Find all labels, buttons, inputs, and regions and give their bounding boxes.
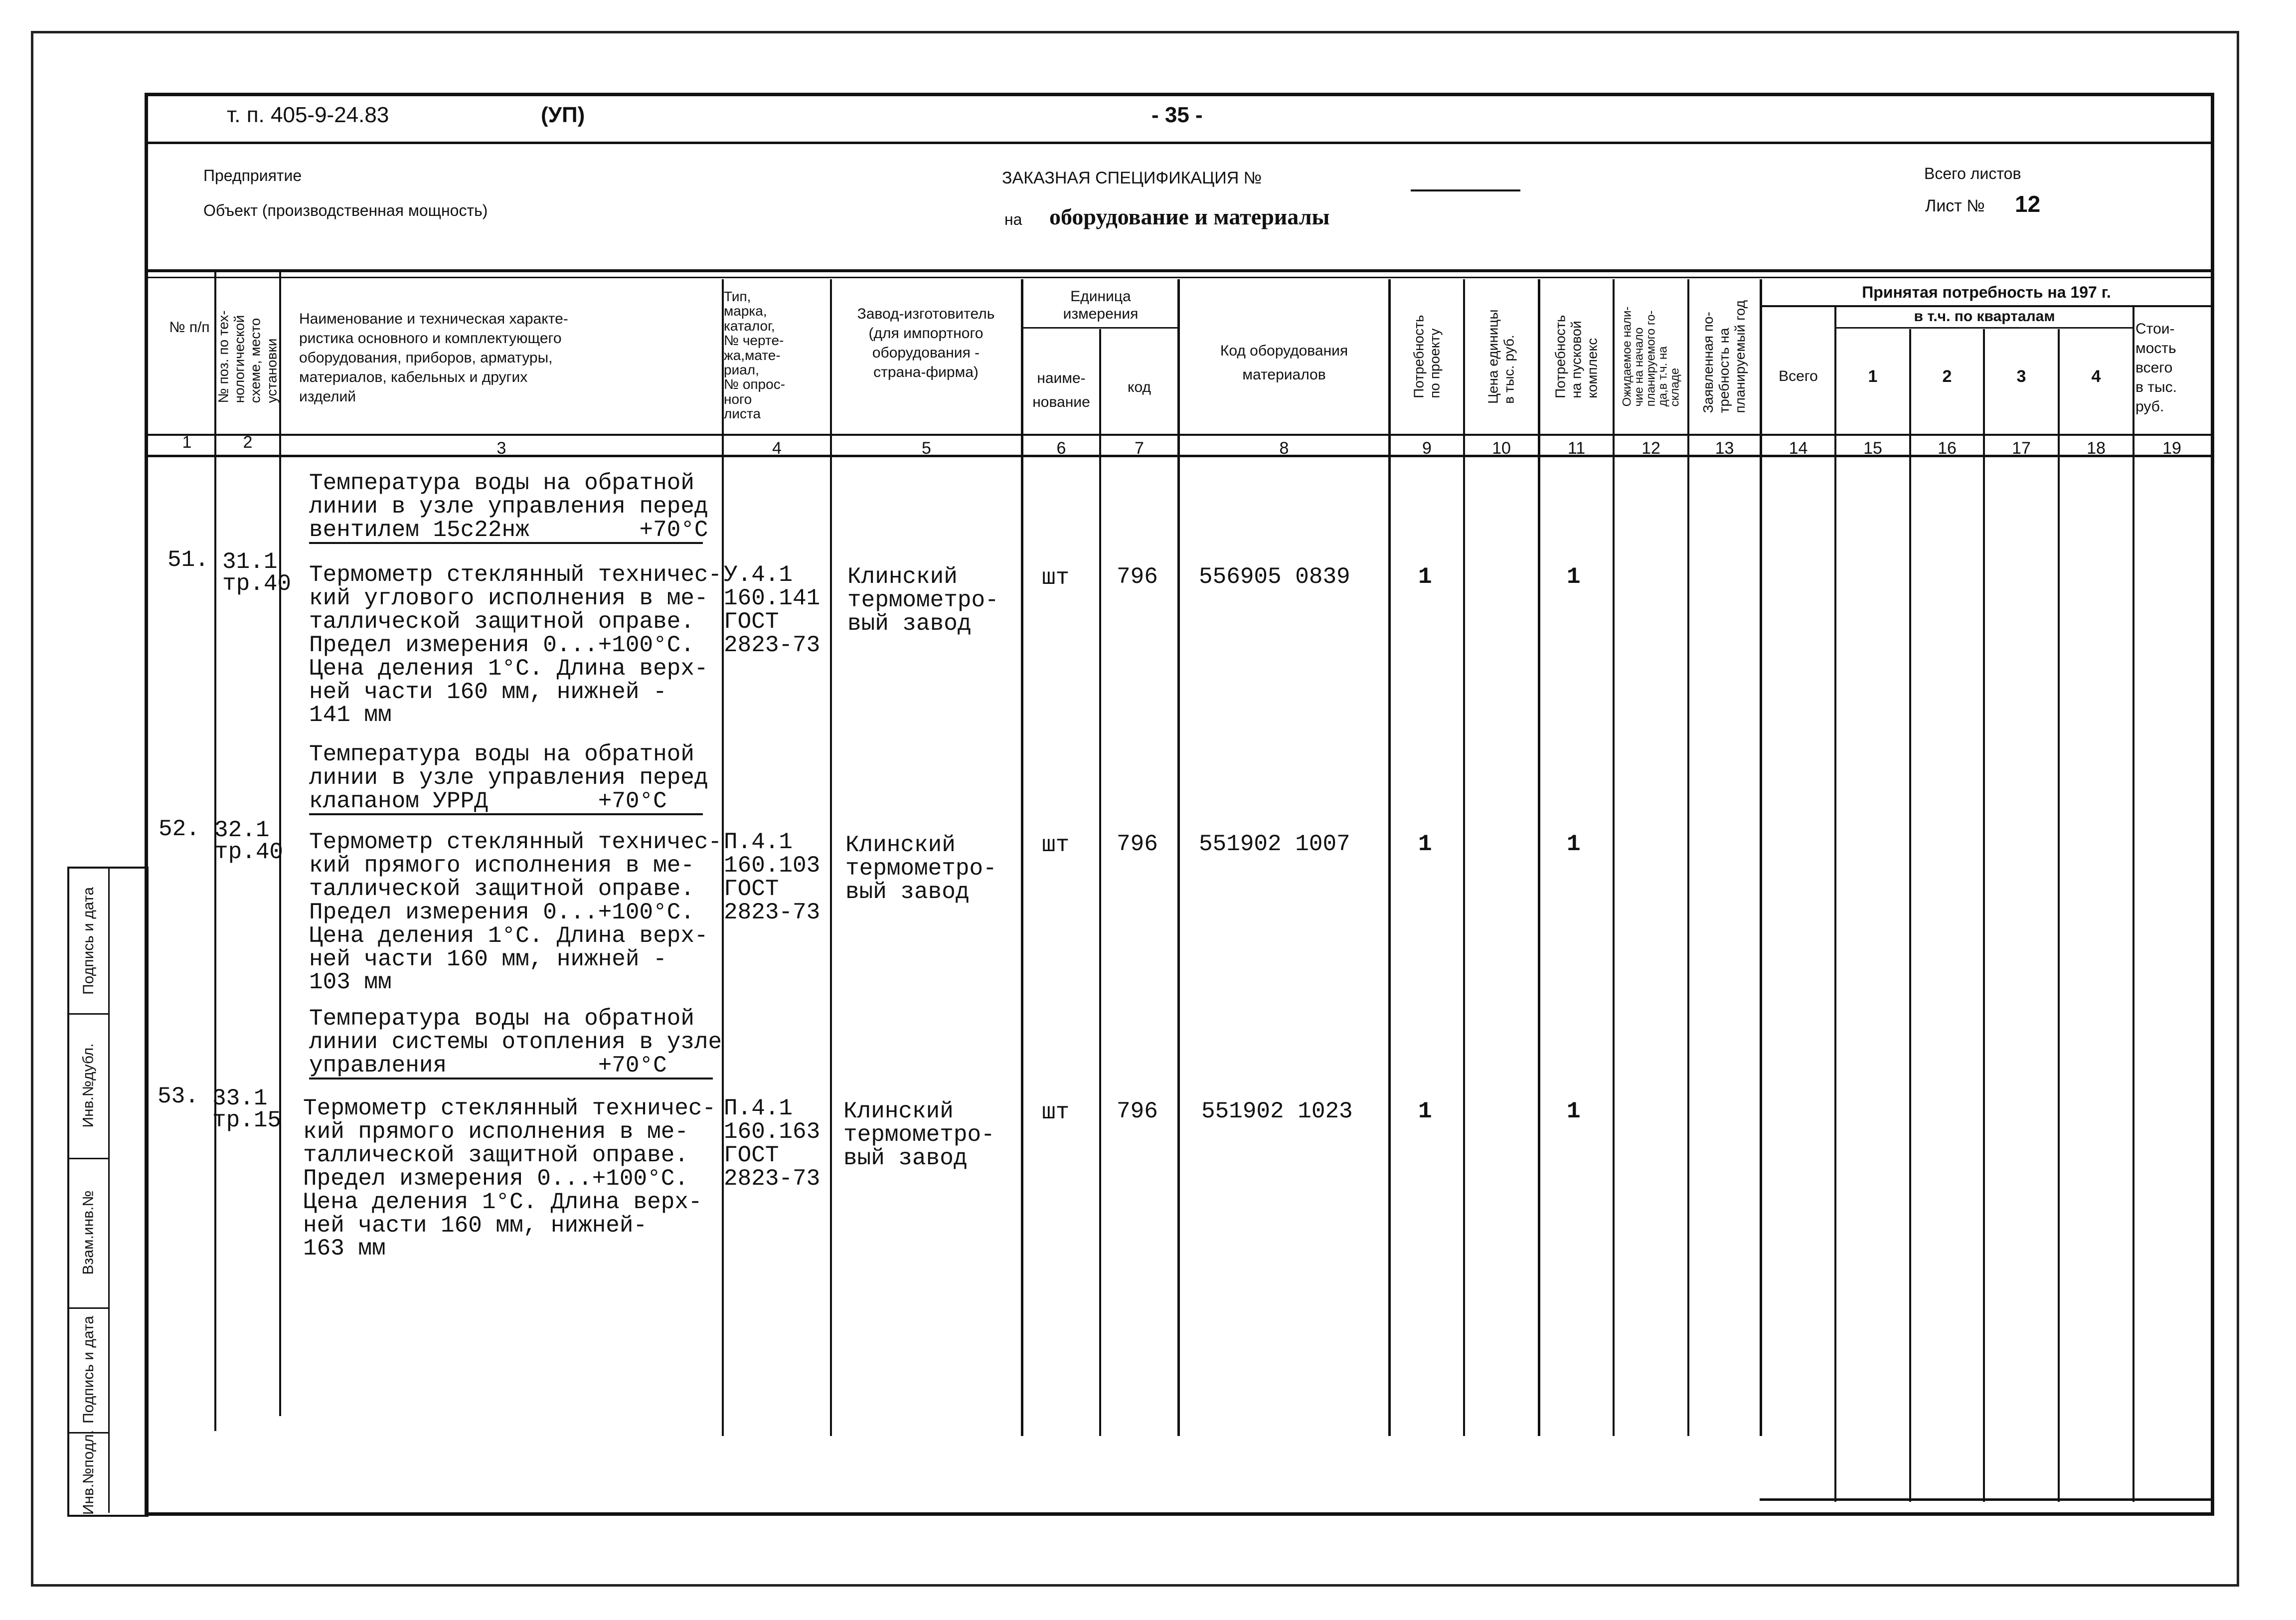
col-header-19: Стои- мость всего в тыс. руб. (2135, 321, 2177, 415)
col-header-12: Ожидаемое нали- чие на начало планируемого го- да,в т.ч. на складе (1620, 306, 1682, 407)
col-number: 10 (1492, 439, 1511, 458)
col-header-7: код (1128, 379, 1151, 395)
sidebar-cell (69, 1158, 110, 1309)
col-header-q3: 3 (2016, 367, 2026, 386)
row-52-need: 1 (1418, 831, 1432, 857)
row-53-position: 33.1 тр.15 (212, 1085, 282, 1133)
divider (145, 142, 2211, 144)
col-number: 9 (1422, 439, 1432, 458)
row-52-type: П.4.1 160.103 ГОСТ 2823-73 (724, 829, 820, 925)
col-number: 7 (1135, 439, 1144, 458)
col-header-11: Потребность на пусковой комплекс (1552, 315, 1600, 398)
col-header-8: Код оборудования материалов (1220, 343, 1348, 383)
col-header-1: № п/п (169, 319, 210, 336)
row-52-name: Термометр стеклянный техничес- кий прямого исполнения в ме- таллической защитной оправе. Предел измерения 0...+100°С. Цена деления 1°С. Длина верх- ней части 160 мм, нижней - 103 мм (309, 829, 722, 996)
col-number: 3 (496, 439, 506, 458)
divider (145, 434, 2211, 436)
divider (145, 277, 2211, 278)
divider (1834, 327, 2133, 329)
col-header-q4: 4 (2091, 367, 2101, 386)
sidebar-label: Взам.инв.№ (80, 1190, 97, 1275)
row-51-launch: 1 (1567, 564, 1581, 590)
doc-code: т. п. 405-9-24.83 (227, 103, 389, 127)
spec-title: ЗАКАЗНАЯ СПЕЦИФИКАЦИЯ № (1002, 169, 1262, 187)
sidebar-label: Инв.№подл. (80, 1430, 97, 1515)
divider (1760, 1498, 2211, 1501)
col-number: 16 (1938, 439, 1957, 458)
divider (1411, 189, 1520, 191)
col-header-9: Потребность по проекту (1411, 315, 1443, 398)
col-header-unit-group: Единица измерения (1063, 288, 1139, 322)
row-53-need: 1 (1418, 1098, 1432, 1124)
col-number: 14 (1789, 439, 1808, 458)
col-number: 19 (2162, 439, 2181, 458)
row-51-maker: Клинский термометро- вый завод (847, 564, 999, 637)
col-number: 17 (2012, 439, 2031, 458)
row-51-type: У.4.1 160.141 ГОСТ 2823-73 (724, 562, 820, 658)
row-53-code: 551902 1023 (1201, 1098, 1353, 1124)
row-51-unit: шт (1042, 565, 1070, 591)
object-label: Объект (производственная мощность) (203, 201, 488, 219)
col-line (2132, 307, 2134, 1502)
col-number: 13 (1715, 439, 1734, 458)
col-number: 12 (1641, 439, 1660, 458)
row-51-heading: Температура воды на обратной линии в узле управления перед вентилем 15с22нж +70°С (309, 470, 708, 543)
row-52-maker: Клинский термометро- вый завод (845, 832, 997, 905)
total-sheets-label: Всего листов (1924, 165, 2021, 182)
sidebar-cell (69, 1432, 110, 1513)
row-53-unit-code: 796 (1117, 1098, 1158, 1124)
page-number: - 35 - (1151, 103, 1203, 127)
accepted-header: Принятая потребность на 197 г. (1862, 283, 2111, 301)
row-51-need: 1 (1418, 564, 1432, 590)
col-number: 6 (1056, 439, 1066, 458)
col-line (1909, 329, 1911, 1502)
row-51-position: 31.1 тр.40 (222, 549, 292, 597)
divider (1760, 305, 2211, 307)
album-label: (УП) (541, 103, 585, 127)
col-header-13: Заявленная по- требность на планируемый год (1700, 300, 1748, 413)
row-52-position: 32.1 тр.40 (214, 817, 284, 865)
row-52-heading: Температура воды на обратной линии в узле управления перед клапаном УРРД +70°С (309, 741, 708, 814)
row-51-code: 556905 0839 (1199, 564, 1350, 590)
sidebar-label: Подпись и дата (80, 1316, 97, 1424)
divider (145, 269, 2211, 272)
col-number: 15 (1863, 439, 1882, 458)
divider (1021, 327, 1179, 329)
col-line (1099, 329, 1101, 1436)
row-53-type: П.4.1 160.163 ГОСТ 2823-73 (724, 1095, 820, 1192)
col-number: 4 (772, 439, 782, 458)
row-53-name: Термометр стеклянный техничес- кий прямого исполнения в ме- таллической защитной оправе. Предел измерения 0...+100°С. Цена деления 1°С. Длина верх- ней части 160 мм, нижней- 163 мм (303, 1095, 716, 1262)
sidebar-label: Инв.№дубл. (80, 1043, 97, 1128)
sheet-label: Лист № (1925, 196, 1985, 215)
col-header-3: Наименование и техническая характе- ристика основного и комплектующего оборудования, приборов, арматуры, материалов, кабельных и других изделий (299, 311, 568, 405)
sidebar-label: Подпись и дата (80, 887, 97, 995)
row-51-number: 51. (167, 547, 209, 573)
col-number: 8 (1279, 439, 1289, 458)
row-53-heading: Температура воды на обратной линии системы отопления в узле управления +70°С (309, 1006, 722, 1079)
row-52-code: 551902 1007 (1199, 831, 1350, 857)
row-53-number: 53. (158, 1083, 199, 1109)
col-header-2: № поз. по тех- нологической схеме, место установки (215, 310, 280, 403)
quarters-header: в т.ч. по кварталам (1914, 308, 2055, 325)
col-header-q1: 1 (1868, 367, 1878, 386)
sheet-number: 12 (2015, 191, 2041, 217)
col-header-10: Цена единицы в тыс. руб. (1485, 309, 1517, 404)
enterprise-label: Предприятие (203, 167, 302, 184)
col-header-q2: 2 (1942, 367, 1952, 386)
row-51-name: Термометр стеклянный техничес- кий углового исполнения в ме- таллической защитной оправе. Предел измерения 0...+100°С. Цена деления 1°С. Длина верх- ней части 160 мм, нижней - 141 мм (309, 562, 722, 728)
spec-on: на (1004, 210, 1022, 228)
sidebar-stamp (67, 867, 149, 1517)
col-line (1983, 329, 1985, 1502)
row-51-unit-code: 796 (1117, 564, 1158, 590)
row-53-launch: 1 (1567, 1098, 1581, 1124)
col-header-6: наиме- нование (1032, 370, 1090, 410)
col-number: 18 (2087, 439, 2106, 458)
col-line (2058, 329, 2060, 1502)
col-number: 11 (1567, 439, 1586, 458)
sidebar-cell (69, 1013, 110, 1159)
row-52-unit: шт (1042, 832, 1070, 858)
spec-subject: оборудование и материалы (1049, 204, 1330, 229)
col-header-14: Всего (1779, 368, 1818, 384)
col-number: 1 (182, 433, 192, 452)
row-52-number: 52. (159, 816, 200, 842)
sidebar-cell (69, 1307, 110, 1434)
row-52-launch: 1 (1567, 831, 1581, 857)
col-line (1834, 307, 1836, 1502)
row-53-unit: шт (1042, 1099, 1070, 1125)
col-number: 2 (243, 433, 253, 452)
col-header-4: Тип, марка, каталог, № черте- жа,мате- риал, № опрос- ного листа (724, 289, 786, 422)
row-52-unit-code: 796 (1117, 831, 1158, 857)
col-header-5: Завод-изготовитель (для импортного оборудования - страна-фирма) (857, 306, 995, 380)
sidebar-cell (69, 869, 110, 1015)
col-number: 5 (922, 439, 931, 458)
row-53-maker: Клинский термометро- вый завод (843, 1098, 995, 1171)
